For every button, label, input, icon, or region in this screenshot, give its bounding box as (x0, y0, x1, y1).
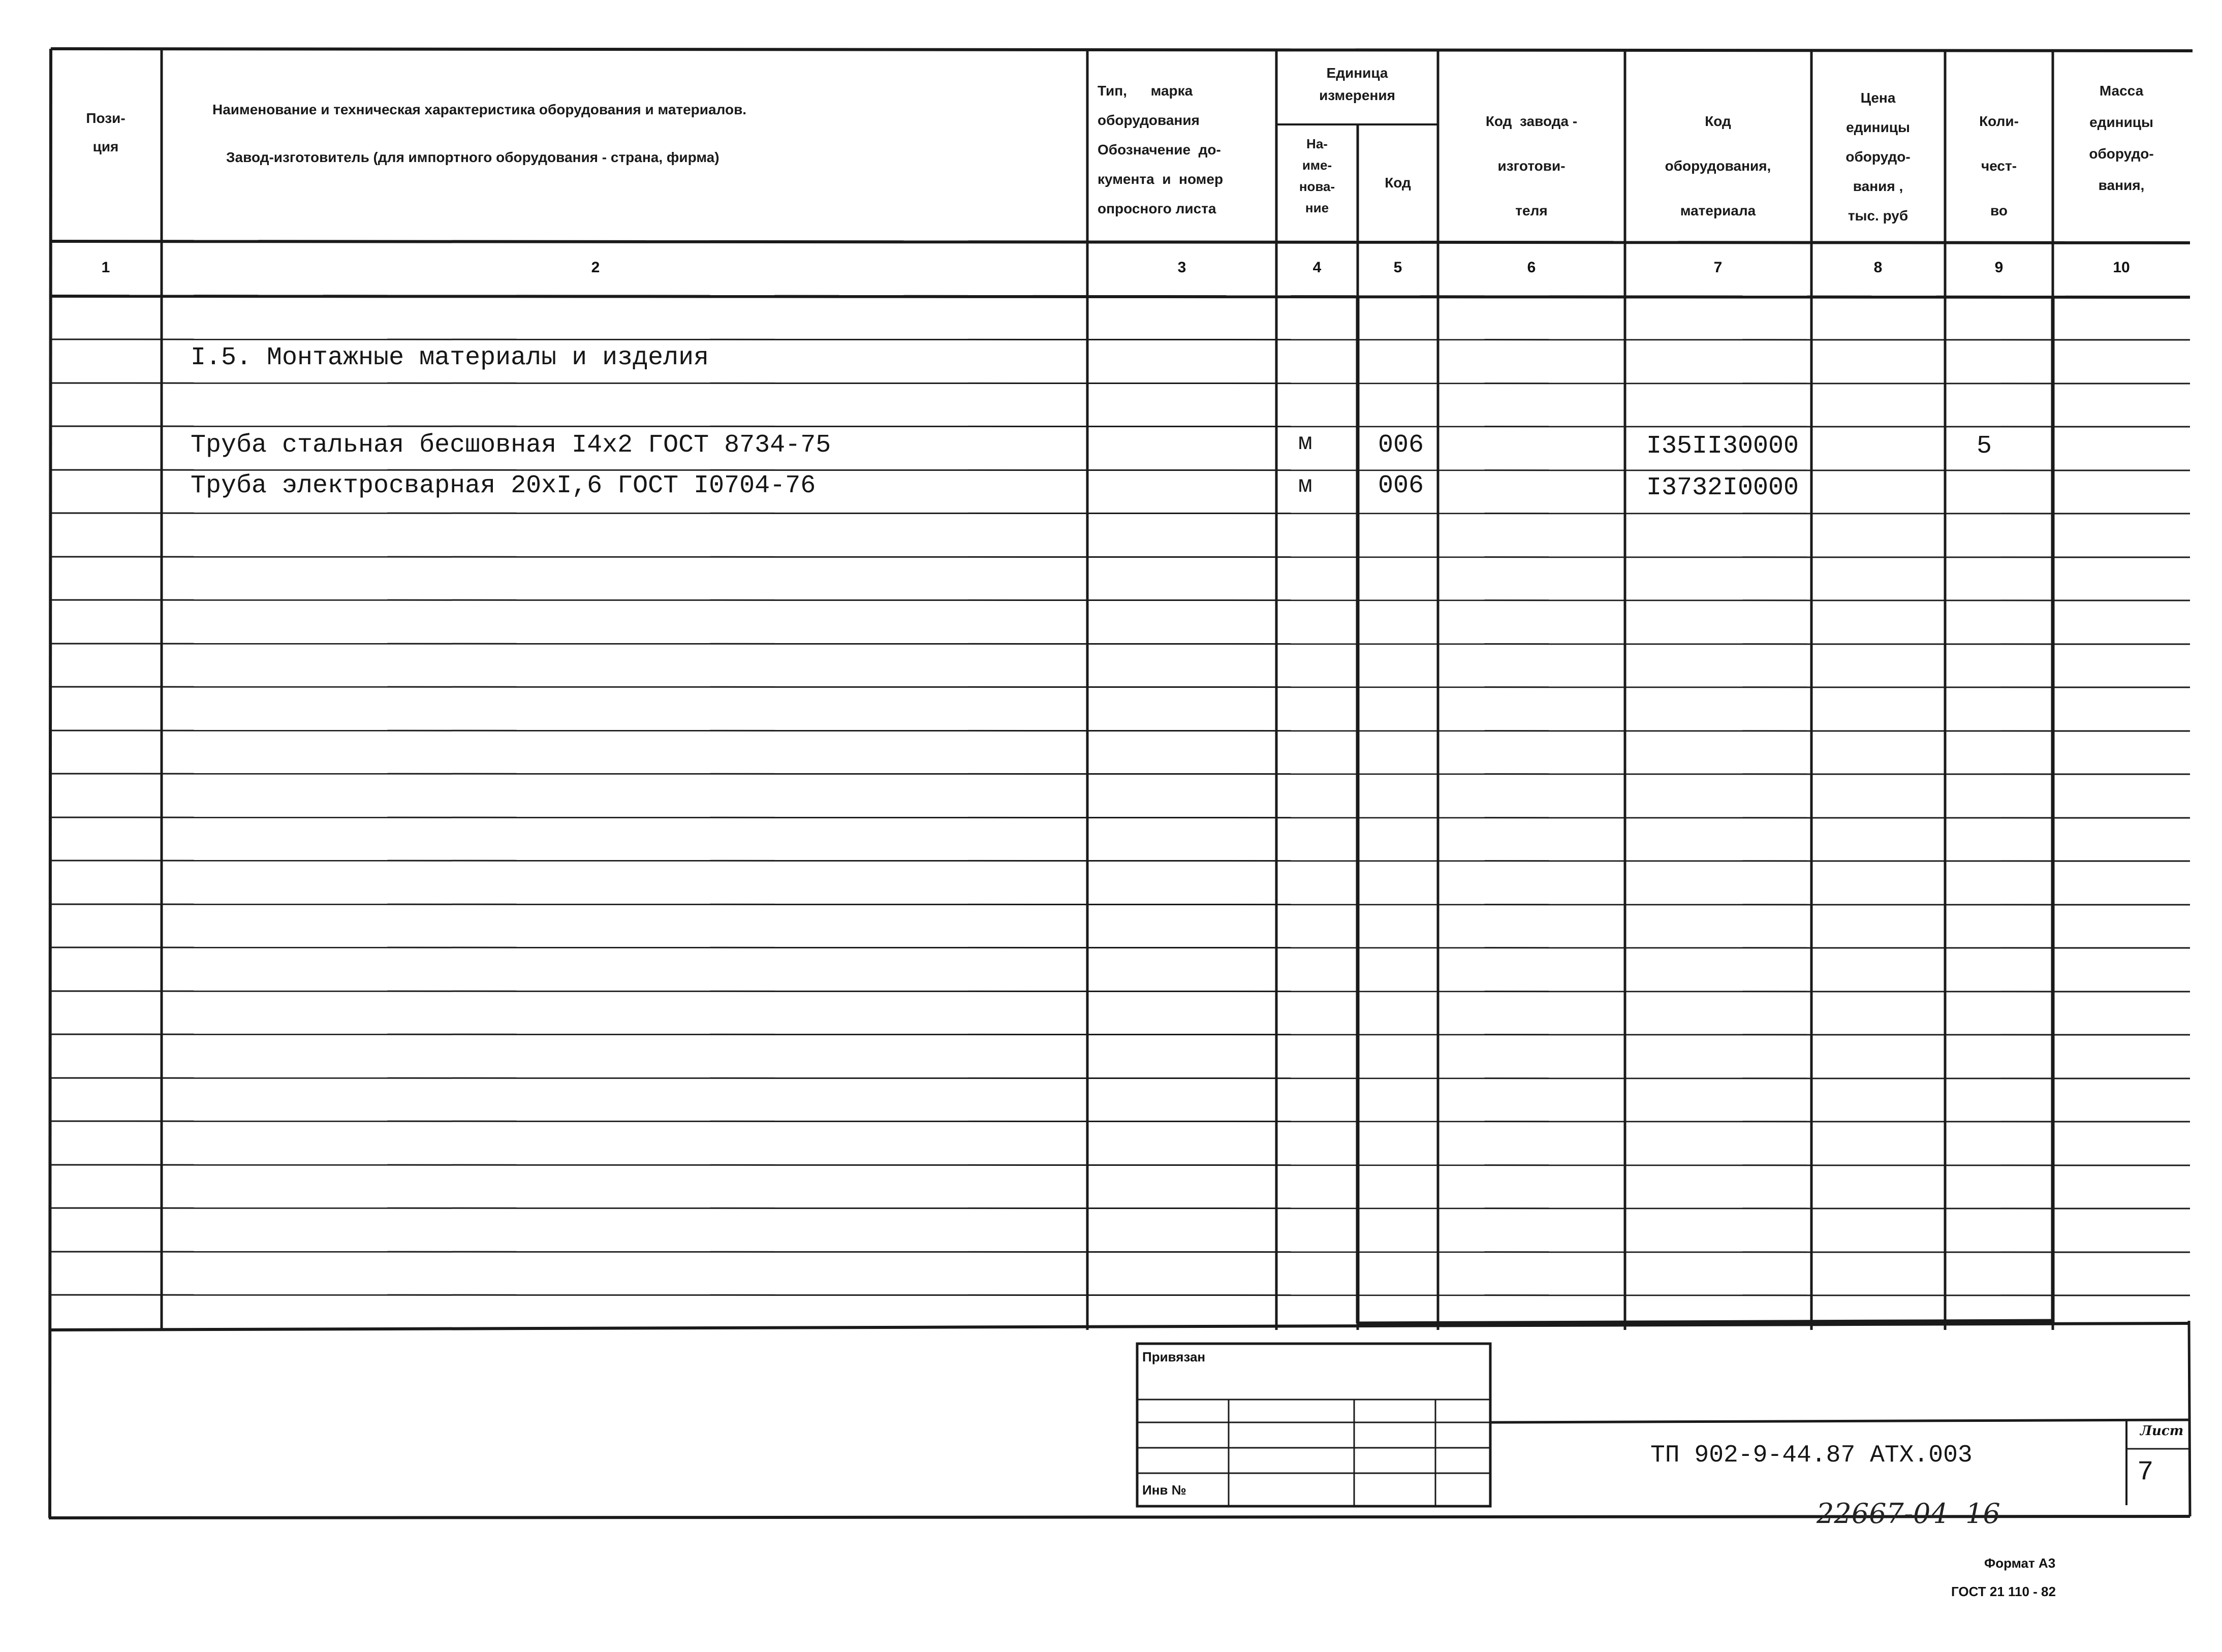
ruled-line (51, 817, 2190, 818)
row-unit-code: 006 (1378, 431, 1424, 460)
col-number-10: 10 (2113, 259, 2130, 276)
header-name-line1: Наименование и техническая характеристика оборудования и материалов. (212, 102, 747, 117)
col-number-1: 1 (101, 259, 110, 276)
col-number-9: 9 (1994, 259, 2004, 276)
header-unit-name: На- име- нова- ние (1299, 136, 1335, 215)
row-name: Труба стальная бесшовная I4х2 ГОСТ 8734-75 (191, 431, 831, 460)
section-title: I.5. Монтажные материалы и изделия (191, 343, 709, 372)
stamp-inv-no: Инв № (1142, 1482, 1186, 1498)
ruled-line (51, 426, 2190, 427)
header-name-line2: Завод-изготовитель (для импортного оборудования - страна, фирма) (226, 149, 719, 165)
row-quantity: 5 (1977, 432, 1992, 461)
stamp-privyazan: Привязан (1142, 1349, 1206, 1364)
ruled-line (51, 1208, 2190, 1209)
ruled-line (51, 383, 2190, 384)
header-type: Тип, марка оборудования Обозначение до- кумента и номер опросного листа (1098, 83, 1224, 216)
row-unit: м (1298, 430, 1312, 456)
col-number-4: 4 (1312, 259, 1322, 276)
format-label: Формат А3 (1984, 1555, 2056, 1571)
sheet-label: Лист (2140, 1423, 2184, 1439)
ruled-line (51, 947, 2190, 948)
sheet-number: 7 (2137, 1457, 2154, 1488)
row-name: Труба электросварная 20хI,6 ГОСТ I0704-76 (191, 471, 816, 500)
col-number-2: 2 (591, 259, 600, 276)
header-price: Цена единицы оборудо- вания , тыс. руб (1845, 90, 1911, 224)
ruled-line (51, 730, 2190, 731)
ruled-line (51, 991, 2190, 992)
ruled-line (51, 1034, 2190, 1035)
row-unit-code: 006 (1378, 471, 1424, 500)
ruled-line (51, 339, 2190, 340)
col-number-6: 6 (1527, 259, 1536, 276)
row-unit: м (1298, 472, 1312, 499)
gost-label: ГОСТ 21 110 - 82 (1951, 1584, 2056, 1599)
row-material-code: I35II30000 (1646, 432, 1799, 461)
header-factory-code: Код завода - изготови- теля (1485, 113, 1578, 218)
col-number-7: 7 (1713, 259, 1723, 276)
header-unit-code: Код (1385, 175, 1411, 190)
ruled-line (51, 1121, 2190, 1122)
handwritten-number: 22667-04 16 (1817, 1498, 2000, 1530)
document-code: ТП 902-9-44.87 АТХ.003 (1650, 1442, 1973, 1469)
col-number-5: 5 (1393, 259, 1402, 276)
row-material-code: I3732I0000 (1646, 473, 1799, 502)
ruled-line (51, 513, 2190, 514)
col-number-3: 3 (1177, 259, 1186, 276)
ruled-line (51, 904, 2190, 905)
header-material-code: Код оборудования, материала (1665, 113, 1771, 218)
header-unit-group: Единица измерения (1319, 65, 1395, 103)
header-position: Пози- ция (86, 110, 126, 154)
col-number-8: 8 (1873, 259, 1883, 276)
header-mass: Масса единицы оборудо- вания, (2089, 83, 2154, 193)
header-quantity: Коли- чест- во (1979, 113, 2019, 218)
